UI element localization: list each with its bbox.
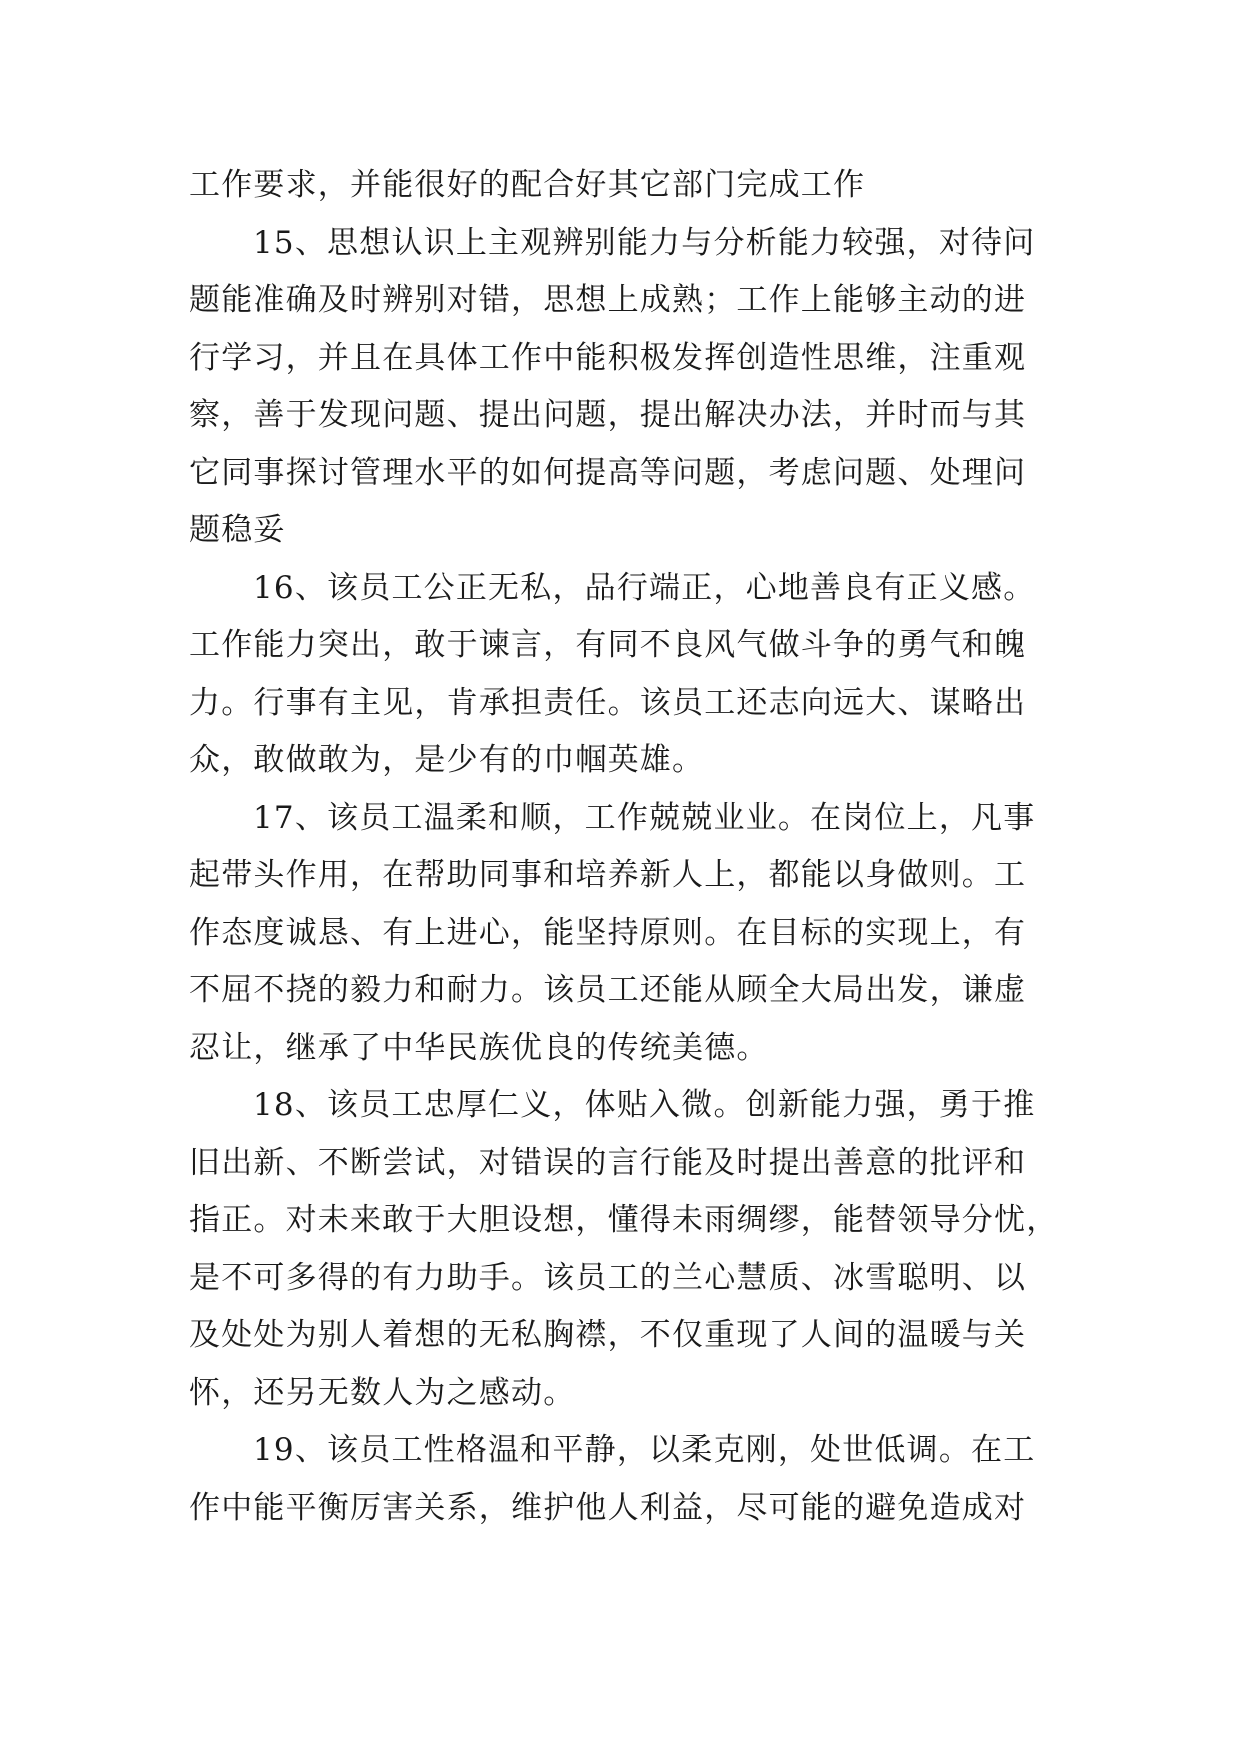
- text-line: 题能准确及时辨别对错，思想上成熟；工作上能够主动的进: [189, 282, 1027, 318]
- text-line: 16、该员工公正无私，品行端正，心地善良有正义感。: [253, 569, 1036, 606]
- paragraph-item-17: [189, 790, 1065, 1078]
- paragraph: [189, 157, 1065, 215]
- paragraph-item-18: [189, 1077, 1065, 1422]
- paragraph-item-16: [189, 560, 1065, 790]
- text-line: 题稳妥: [189, 512, 286, 548]
- text-line: 18、该员工忠厚仁义，体贴入微。创新能力强，勇于推: [253, 1087, 1036, 1123]
- text-line: 工作要求，并能很好的配合好其它部门完成工作: [189, 167, 866, 203]
- text-line: 行学习，并且在具体工作中能积极发挥创造性思维，注重观: [189, 339, 1027, 376]
- text-line: 是不可多得的有力助手。该员工的兰心慧质、冰雪聪明、以: [189, 1259, 1027, 1296]
- text-line: 忍让，继承了中华民族优良的传统美德。: [189, 1029, 769, 1066]
- document-body: [189, 157, 1065, 1537]
- text-line: 怀，还另无数人为之感动。: [189, 1374, 576, 1411]
- text-line: 起带头作用，在帮助同事和培养新人上，都能以身做则。工: [189, 857, 1027, 893]
- text-line: 作中能平衡厉害关系，维护他人利益，尽可能的避免造成对: [189, 1489, 1027, 1526]
- paragraph-item-15: [189, 215, 1065, 560]
- text-line: 察，善于发现问题、提出问题，提出解决办法，并时而与其: [189, 397, 1027, 433]
- text-line: 及处处为别人着想的无私胸襟，不仅重现了人间的温暖与关: [189, 1317, 1027, 1353]
- text-line: 它同事探讨管理水平的如何提高等问题，考虑问题、处理问: [189, 454, 1027, 491]
- text-line: 作态度诚恳、有上进心，能坚持原则。在目标的实现上，有: [189, 914, 1027, 951]
- text-line: 众，敢做敢为，是少有的巾帼英雄。: [189, 742, 705, 778]
- text-line: 15、思想认识上主观辨别能力与分析能力较强，对待问: [253, 224, 1036, 261]
- text-line: 17、该员工温柔和顺，工作兢兢业业。在岗位上，凡事: [253, 799, 1036, 836]
- paragraph-item-19: [189, 1422, 1065, 1537]
- text-line: 工作能力突出，敢于谏言，有同不良风气做斗争的勇气和魄: [189, 627, 1027, 663]
- text-line: 旧出新、不断尝试，对错误的言行能及时提出善意的批评和: [189, 1144, 1027, 1181]
- text-line: 19、该员工性格温和平静，以柔克刚，处世低调。在工: [253, 1432, 1036, 1468]
- text-line: 力。行事有主见，肯承担责任。该员工还志向远大、谋略出: [189, 684, 1027, 721]
- text-line: 不屈不挠的毅力和耐力。该员工还能从顾全大局出发，谦虚: [189, 972, 1027, 1008]
- text-line: 指正。对未来敢于大胆设想，懂得未雨绸缪，能替领导分忧，: [189, 1202, 1059, 1238]
